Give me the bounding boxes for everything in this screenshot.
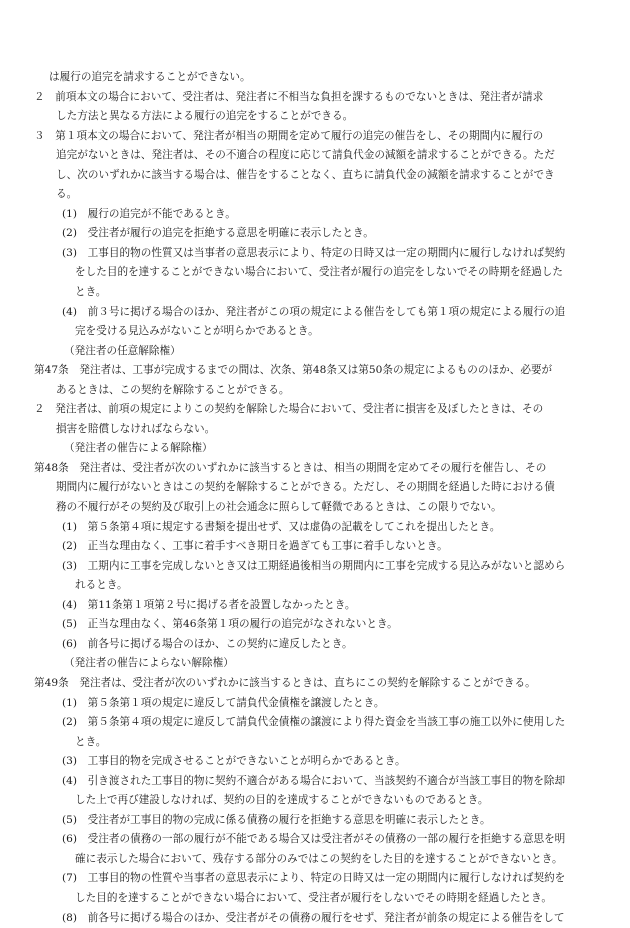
list-item-cont: 確に表示した場合において、残存する部分のみではこの契約をした目的を達することができないとき。 [75,852,563,865]
list-item: (3) 工期内に工事を完成しないとき又は工期経過後相当の期間内に工事を完成する見込みがないと認めら [62,559,566,572]
list-item-cont: した目的を達することができない場合において、受注者が履行をしないでその時期を経過したとき。 [75,891,552,904]
list-item: (3) 工事目的物の性質又は当事者の意思表示により、特定の日時又は一定の期間内に履行しなければ契約 [62,246,566,259]
list-item: (2) 第５条第４項の規定に違反して請負代金債権の譲渡により得た資金を当該工事の施工以外に使用した [62,716,566,729]
list-item: (4) 前３号に掲げる場合のほか、発注者がこの項の規定による催告をしても第１項の規定による履行の追 [62,305,566,318]
list-item: (8) 前各号に掲げる場合のほか、受注者がその債務の履行をせず、発注者が前条の規定による催告をして [62,911,565,924]
list-item: (1) 履行の追完が不能であるとき。 [62,207,236,220]
list-item: (1) 第５条第４項に規定する書類を提出せず、又は虚偽の記載をしてこれを提出したとき。 [62,520,501,533]
list-item: (5) 正当な理由なく、第46条第１項の履行の追完がなされないとき。 [62,618,398,631]
list-item: (2) 正当な理由なく、工事に着手すべき期日を過ぎても工事に着手しないとき。 [62,540,448,553]
paragraph-line: ３ 第１項本文の場合において、発注者が相当の期間を定めて履行の追完の催告をし、その期間内に履行の [34,129,544,142]
section-heading: （発注者の任意解除権） [64,344,181,357]
section-heading: （発注者の催告による解除権） [64,442,213,455]
text-line: あるときは、この契約を解除することができる。 [56,383,290,396]
text-line: 追完がないときは、発注者は、その不適合の程度に応じて請負代金の減額を請求することができる。ただ [56,149,555,162]
list-item: (6) 前各号に掲げる場合のほか、この契約に違反したとき。 [62,637,353,650]
list-item-cont: をした目的を達することができない場合において、受注者が履行の追完をしないでその時期を経過した [75,266,564,279]
list-item: (4) 第11条第１項第２号に掲げる者を設置しなかったとき。 [62,598,356,611]
list-item-cont: れるとき。 [75,579,128,592]
paragraph-line: ２ 発注者は、前項の規定によりこの契約を解除した場合において、受注者に損害を及ぼしたときは、その [34,403,544,416]
document-page [34,68,600,928]
list-item: (3) 工事目的物を完成させることができないことが明らかであるとき。 [62,755,406,768]
text-line: 期間内に履行がないときはこの契約を解除することができる。ただし、その期間を経過した時における債 [56,481,555,494]
list-item: (1) 第５条第１項の規定に違反して請負代金債権を譲渡したとき。 [62,696,385,709]
list-item: (2) 受注者が履行の追完を拒絶する意思を明確に表示したとき。 [62,227,374,240]
article-line: 第49条 発注者は、受注者が次のいずれかに該当するときは、直ちにこの契約を解除することができる。 [34,676,536,689]
text-line: る。 [56,188,78,201]
text-line: し、次のいずれかに該当する場合は、催告をすることなく、直ちに請負代金の減額を請求することができ [56,168,555,181]
section-heading: （発注者の催告によらない解除権） [64,657,234,670]
list-item-cont: とき。 [75,286,107,299]
article-line: 第47条 発注者は、工事が完成するまでの間は、次条、第48条又は第50条の規定によるもののほか、必要が [34,364,553,377]
list-item: (5) 受注者が工事目的物の完成に係る債務の履行を拒絶する意思を明確に表示したとき。 [62,813,491,826]
article-line: 第48条 発注者は、受注者が次のいずれかに該当するときは、相当の期間を定めてその履行を催告し、その [34,461,547,474]
list-item-cont: とき。 [75,735,107,748]
list-item: (6) 受注者の債務の一部の履行が不能である場合又は受注者がその債務の一部の履行を拒絶する意思を明 [62,833,566,846]
text-line: 損害を賠償しなければならない。 [56,422,216,435]
list-item: (4) 引き渡された工事目的物に契約不適合がある場合において、当該契約不適合が当該工事目的物を除却 [62,774,566,787]
list-item-cont: した上で再び建設しなければ、契約の目的を達成することができないものであるとき。 [75,794,489,807]
text-line: した方法と異なる方法による履行の追完をすることができる。 [56,110,354,123]
paragraph-line: ２ 前項本文の場合において、受注者は、発注者に不相当な負担を課するものでないときは、発注者が請求 [34,90,544,103]
text-line: は履行の追完を請求することができない。 [49,71,251,83]
text-line: 務の不履行がその契約及び取引上の社会通念に照らして軽微であるときは、この限りでない。 [56,501,502,514]
list-item: (7) 工事目的物の性質や当事者の意思表示により、特定の日時又は一定の期間内に履行しなければ契約を [62,872,566,885]
list-item-cont: 完を受ける見込みがないことが明らかであるとき。 [75,325,319,338]
